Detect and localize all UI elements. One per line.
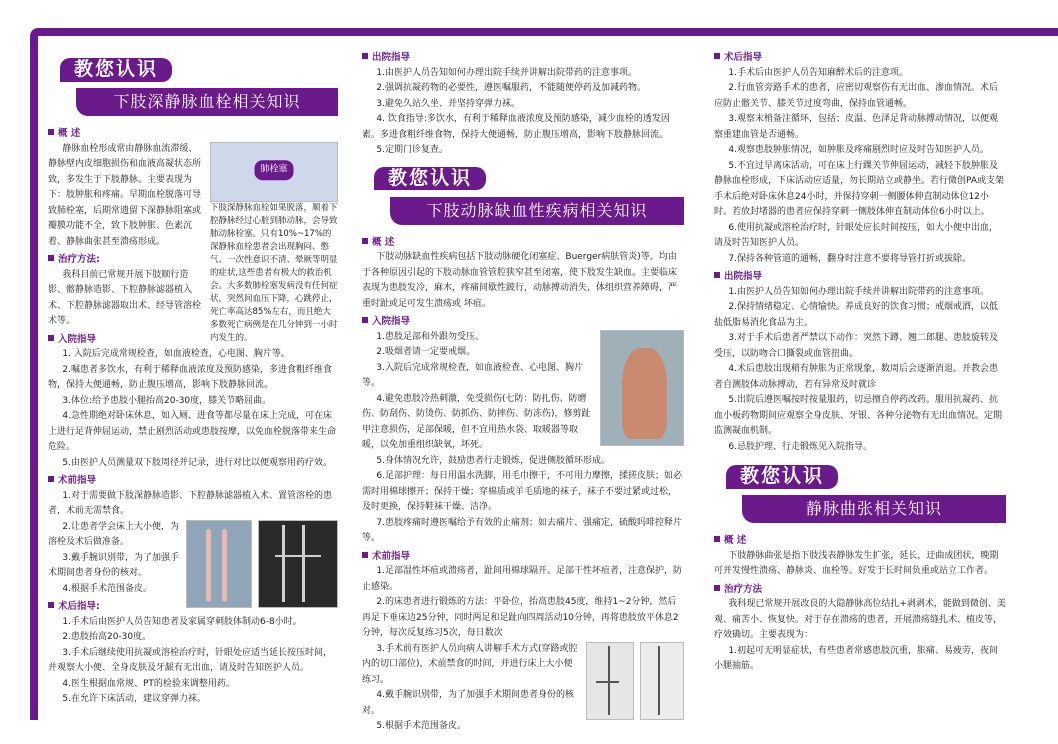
- list-item: 4.术后患肢出现稍有肿胀为正常现象，数周后会逐渐消退。并教会患者自测肢体动脉搏动，若有异常及时就诊: [714, 364, 998, 390]
- section-heading: 出院指导: [714, 269, 1006, 285]
- list-item: 2.强调抗凝药物的必要性，遵医嘱服药，不能随便停药及加减药物。: [376, 83, 646, 93]
- angiogram-image-1: [586, 642, 634, 720]
- banner-title: 静脉曲张相关知识: [742, 495, 1006, 523]
- banner-tag: 教您认识: [60, 58, 172, 82]
- banner-varicose: [714, 465, 1006, 527]
- patient-photo: [186, 520, 252, 608]
- section-heading: 治疗方法:: [48, 252, 338, 268]
- section-heading: 概 述: [48, 126, 338, 142]
- column-varicose: [714, 48, 1006, 675]
- column-arterial: [362, 48, 684, 735]
- banner-title: 下肢深静脉血栓相关知识: [76, 88, 338, 116]
- therapy-text: 我科现已常规开展改良的大隐静脉高位结扎+剥剥术，能做到微创、美观、痛苦小、恢复快。对于存在溃疡的患者，开展溃疡缝扎术、植皮等，疗效确切。主要表现为：: [714, 599, 1006, 640]
- list-item: 3.手术前有医护人员向病人讲解手术方式(穿路或腔内的切口部位)，术前禁食的时间，并进行床上大小便练习。: [362, 643, 578, 685]
- list-item: 3.对于手术后患者严禁以下动作：突然下蹲、翘二郎腿、患肢旋转及受压，以防吻合口撕裂或血管扭曲。: [714, 333, 998, 359]
- banner-title: 下肢动脉缺血性疾病相关知识: [390, 197, 684, 225]
- list-item: 3.避免久站久坐、并坚持穿弹力袜。: [376, 98, 520, 109]
- list-item: 3.体位:给予患肢小腿抬高20-30度，膝关节略屈曲。: [62, 395, 272, 406]
- banner-tag: 教您认识: [726, 465, 838, 489]
- image-label: 肺栓塞: [254, 161, 293, 181]
- list-item: 6.使用抗凝或溶栓治疗时，针眼处应长时间按压，如大小便中出血，请及时告知医护人员。: [714, 222, 998, 248]
- section-heading: 概 述: [362, 235, 684, 251]
- list-item: 2.保持情绪稳定、心情愉快。养成良好的饮食习惯；戒烟戒酒，以低盐低脂易消化食品为主。: [714, 302, 998, 328]
- list-item: 4.医生根据血常规、PT的检验来调整用药。: [62, 678, 235, 689]
- list-item: 5.不宜过早离床活动，可在床上行踝关节伸屈运动，减轻下肢肿胀及静脉血栓形成，下床活动应适量，勿长期站立或静坐。若行微创PA或支架手术后绝对卧床休息24小时，并保持穿刺一侧腰体伸直制动体位12小时。若放封堵器的患者应保持穿刺一侧肢体伸直制动体位6小时以上。: [714, 160, 1005, 217]
- list-item: 7.保持各种管道的通畅，翻身时注意不要将导管打折或拔除。: [728, 253, 971, 264]
- left-border: [30, 30, 38, 720]
- list-item: 1. 入院后完成常规检查，如血液检查，心电图、胸片等。: [62, 349, 290, 359]
- list-item: 5.根据手术范围备皮。: [376, 721, 466, 731]
- overview-text: 下肢动脉缺血性疾病包括下肢动脉硬化闭塞症、Buerger病肤管炎)等。均由于各种原因引起的下肢动脉血管管腔狭窄甚至闭塞，使下肢发生缺血。主要临床表现为患肢发冷，麻木，疼痛间歇性跛行，动脉搏动消失，体组织营养障碍，严重时趾或足可发生溃疡或 坏疽。: [362, 252, 678, 309]
- section-heading: 术前指导: [362, 549, 684, 565]
- list-item: 4.观察患肢肿胀情况，如肿胀及疼痛剧烈时应及时告知医护人员。: [728, 145, 989, 155]
- list-item: 5.在允许下床活动，建议穿弹力袜。: [62, 694, 206, 704]
- list-item: 3.戴手腕识别带，为了加强手术期间患者身份的核对。: [48, 552, 179, 578]
- section-heading: 术前指导: [48, 473, 338, 489]
- list-item: 2.让患者学会床上大小便，为溶栓及术后做准备。: [48, 521, 179, 547]
- section-heading: 入院指导: [48, 332, 338, 348]
- list-item: 4.急性期绝对卧床休息，如入厕、进食等都尽量在床上完成，可在床上进行足背伸屈运动，禁止剧烈活动或患肢按摩，以免血栓脱落带来生命危险。: [48, 411, 337, 452]
- banner-arterial: [362, 167, 684, 229]
- list-item: 1.初起可无明显症状，有些患者常感患肢沉重，胀痛、易疲劳，夜间小腿抽筋。: [714, 645, 998, 671]
- list-item: 7.患肢疼痛时遵医嘱给予有效的止痛剂；如去痛片、强痛定，硫酸吗啡控释片等。: [362, 517, 682, 543]
- list-item: 4. 饮食指导:多饮水，有利于稀释血液浓度及预防感染，减少血栓的透发因素。多进食粗纤维食物，保持大便通畅，防止腹压增高，影响下肢静脉回流。: [362, 114, 670, 140]
- venogram-image: [258, 520, 338, 608]
- section-heading: 治疗方法: [714, 582, 1006, 598]
- top-border: [30, 28, 1058, 36]
- section-heading: 术后指导:: [48, 599, 338, 615]
- list-item: 3.入院后完成常规检查，如血液检查、心电图、胸片等。: [362, 362, 583, 388]
- section-heading: 入院指导: [362, 314, 684, 330]
- overview-text: 静脉血栓形成常由静脉血流滞缓、静脉壁内皮细胞损伤和血液高凝状态所致，多发生于下肢静脉。主要表现为下：肢肿胀和疼痛。早期血栓脱落可导致肺栓塞，后期常遗留下深静脉阻塞或瓣膜功能不全，致下肢肿胀、色素沉着、静脉曲张甚至溃疡形成。: [48, 143, 202, 247]
- section-heading: 术后指导: [714, 50, 1006, 66]
- list-item: 4.根据手术范围备皮。: [62, 583, 152, 594]
- banner-dvt: [48, 58, 338, 120]
- list-item: 5.身体情况允许，鼓励患者行走锻炼，促进侧肢循环形成。: [376, 455, 610, 466]
- list-item: 1.患肢足部和外跟勿受压。: [376, 331, 484, 342]
- image-caption: 下肢深静脉血栓如果脱落，顺着下腔静脉经过心脏到肺动脉，会导致肺动脉栓塞。只有10%~17%的深静脉血栓患者会出现胸闷、憋气、一次性意识不清、晕厥等明显的症状,这些患者有极大的救治机会。大多数肺栓塞发病没有任何症状，突然间血压下降，心跳停止，死亡率高达85%左右，而且绝大多数死亡病例是在几分钟到一小时内发生的。: [210, 202, 338, 343]
- list-item: 4.避免患肢冷热刺激，免受损伤(七防：防扎伤、防磨伤、防刮伤、防烫伤、防抓伤、防摔伤、防冻伤)，修剪趾甲注意损伤，足部保暖，但不宜用热水袋、取暖器等取暖，以免加重组织缺氧，坏死。: [362, 393, 591, 450]
- list-item: 2.的床患者进行锻炼的方法：平卧位，抬高患肢45度，维持1~2分钟，然后再足下垂床边25分钟，同时两足和足趾向四周活动10分钟，再将患肢放平休息2分钟，每次反复练习5次，每日数次: [362, 597, 679, 638]
- list-item: 1.由医护人员告知如何办理出院手续并讲解出院带药的注意事项。: [728, 286, 989, 297]
- list-item: 1.足部湿性坏疽或溃疡者，趾间用棉球隔开。足部干性坏疽者，注意保护，防止感染。: [362, 566, 682, 592]
- list-item: 6.忌肢护理、行走锻炼见入院指导。: [728, 441, 872, 452]
- list-item: 2.嘱患者多饮水，有利于稀释血液浓度及预防感染，多进食粗纤维食物，保持大便通畅，防止腹压增高，影响下肢静脉回流。: [48, 364, 332, 390]
- angiogram-image-2: [640, 642, 684, 720]
- list-item: 5.出院后遵医嘱按时按量服药，切忌擅自停药改药。服用抗凝药、抗血小板药物期间应观察全身皮肤、牙银、各种分泌物有无出血情况。定期监测凝血机制。: [714, 395, 1003, 436]
- list-item: 6.足部护理：每日用温水洗脚，用毛巾擦干，不可用力摩擦，揉搓皮肤；如必需时用棉球擦开；保持干燥；穿棉质或羊毛质地的袜子，袜子不要过紧或过松，及时更换，保持鞋袜干燥、洁净。: [362, 471, 682, 512]
- overview-text: 下肢静脉曲张是指下肢浅表静脉发生扩张，延长，迂曲成团状，晚期可并发慢性溃疡、静脉炎、血栓等。好发于长时间负重或站立工作者。: [714, 550, 999, 576]
- list-item: 2.患肢抬高20-30度。: [62, 632, 152, 642]
- section-heading: 概 述: [714, 533, 1006, 549]
- list-item: 3.观察末梢备注循环，包括；皮温、色泽足背动脉搏动情况，以便观察重建血管是否通畅。: [714, 114, 998, 140]
- column-dvt: [48, 48, 338, 708]
- list-item: 5.由医护人员测量双下肢周径并记录，进行对比以便观察用药疗效。: [62, 457, 332, 468]
- list-item: 2.行血管旁路手术的患者，应密切观察伤有无出血、渗血情况。术后应防止髂关节、膝关节过度弯曲，保持血管通畅。: [714, 83, 998, 109]
- banner-tag: 教您认识: [374, 167, 486, 191]
- section-heading: 出院指导: [362, 50, 684, 66]
- list-item: 5.定期门诊复查。: [376, 145, 448, 155]
- list-item: 1.手术后由医护人员告知麻醉术后的注意项。: [728, 67, 908, 78]
- lung-embolism-image: [210, 142, 338, 202]
- therapy-text: 我科目前已常规开展下肢顺行造影、髂静脉造影、下腔静脉滤器植入术、下腔静脉滤器取出术、经导管溶栓术等。: [48, 269, 202, 326]
- list-item: 3.手术后继续使用抗凝或溶栓治疗时，针眼处应适当延长按压时间，并观察大小便、全身皮肤及牙龈有无出血，请及时告知医护人员。: [48, 647, 332, 673]
- list-item: 1.由医护人员告知如何办理出院手续并讲解出院带药的注意事项。: [376, 67, 637, 78]
- list-item: 1.对于需要做下肢深静脉造影、下腔静脉滤器植入术、置管溶栓的患者，术前无需禁食。: [48, 490, 332, 516]
- foot-ulcer-photo: [600, 330, 684, 446]
- list-item: 4.戴手腕识别带，为了加强手术期间患者身份的核对。: [362, 690, 574, 716]
- list-item: 2.吸烟者请一定要戒烟。: [376, 347, 475, 357]
- list-item: 1.手术后由医护人员告知患者及家属穿刺肢体制动6-8小时。: [62, 616, 302, 627]
